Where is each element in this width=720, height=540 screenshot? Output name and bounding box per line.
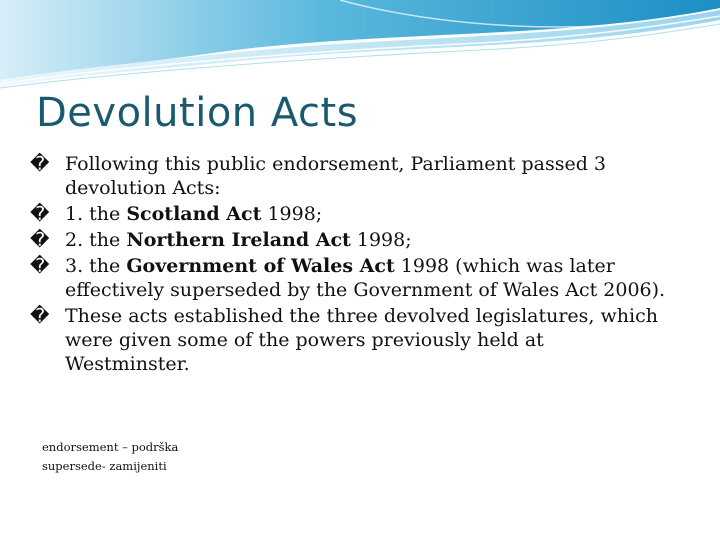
bullet-item <box>30 202 670 226</box>
bullet-item <box>30 228 670 252</box>
bullet-glyph-icon: � <box>30 203 50 225</box>
bold-act-name: Scotland Act <box>126 203 262 225</box>
bullet-text: 1998; <box>261 203 323 225</box>
bullet-item <box>30 152 670 200</box>
bullet-glyph-icon: � <box>30 255 50 277</box>
note-line: supersede- zamijeniti <box>42 459 167 473</box>
bold-act-name: Northern Ireland Act <box>126 229 351 251</box>
bullet-list <box>30 152 670 378</box>
note-line: endorsement – podrška <box>42 440 179 454</box>
bullet-text: 2. the <box>65 229 127 251</box>
bullet-text: Following this public endorsement, Parliament passed 3 devolution Acts: <box>65 153 606 199</box>
bullet-text: 1998 (which was later effectively superseded by the Government of Wales Act 2006). <box>65 255 666 301</box>
bold-act-name: Government of Wales Act <box>126 255 395 277</box>
bullet-text: 1. the <box>65 203 127 225</box>
bullet-glyph-icon: � <box>30 229 50 251</box>
slide-title: Devolution Acts <box>36 90 359 136</box>
vocabulary-notes <box>42 438 178 476</box>
bullet-item <box>30 304 670 376</box>
bullet-item <box>30 254 670 302</box>
bullet-glyph-icon: � <box>30 305 50 327</box>
bullet-text: 1998; <box>350 229 412 251</box>
bullet-glyph-icon: � <box>30 153 50 175</box>
decorative-wave-header <box>0 0 720 90</box>
bullet-text: 3. the <box>65 255 127 277</box>
bullet-text: These acts established the three devolved legislatures, which were given some of the powers previously held at Westminster. <box>65 305 658 375</box>
